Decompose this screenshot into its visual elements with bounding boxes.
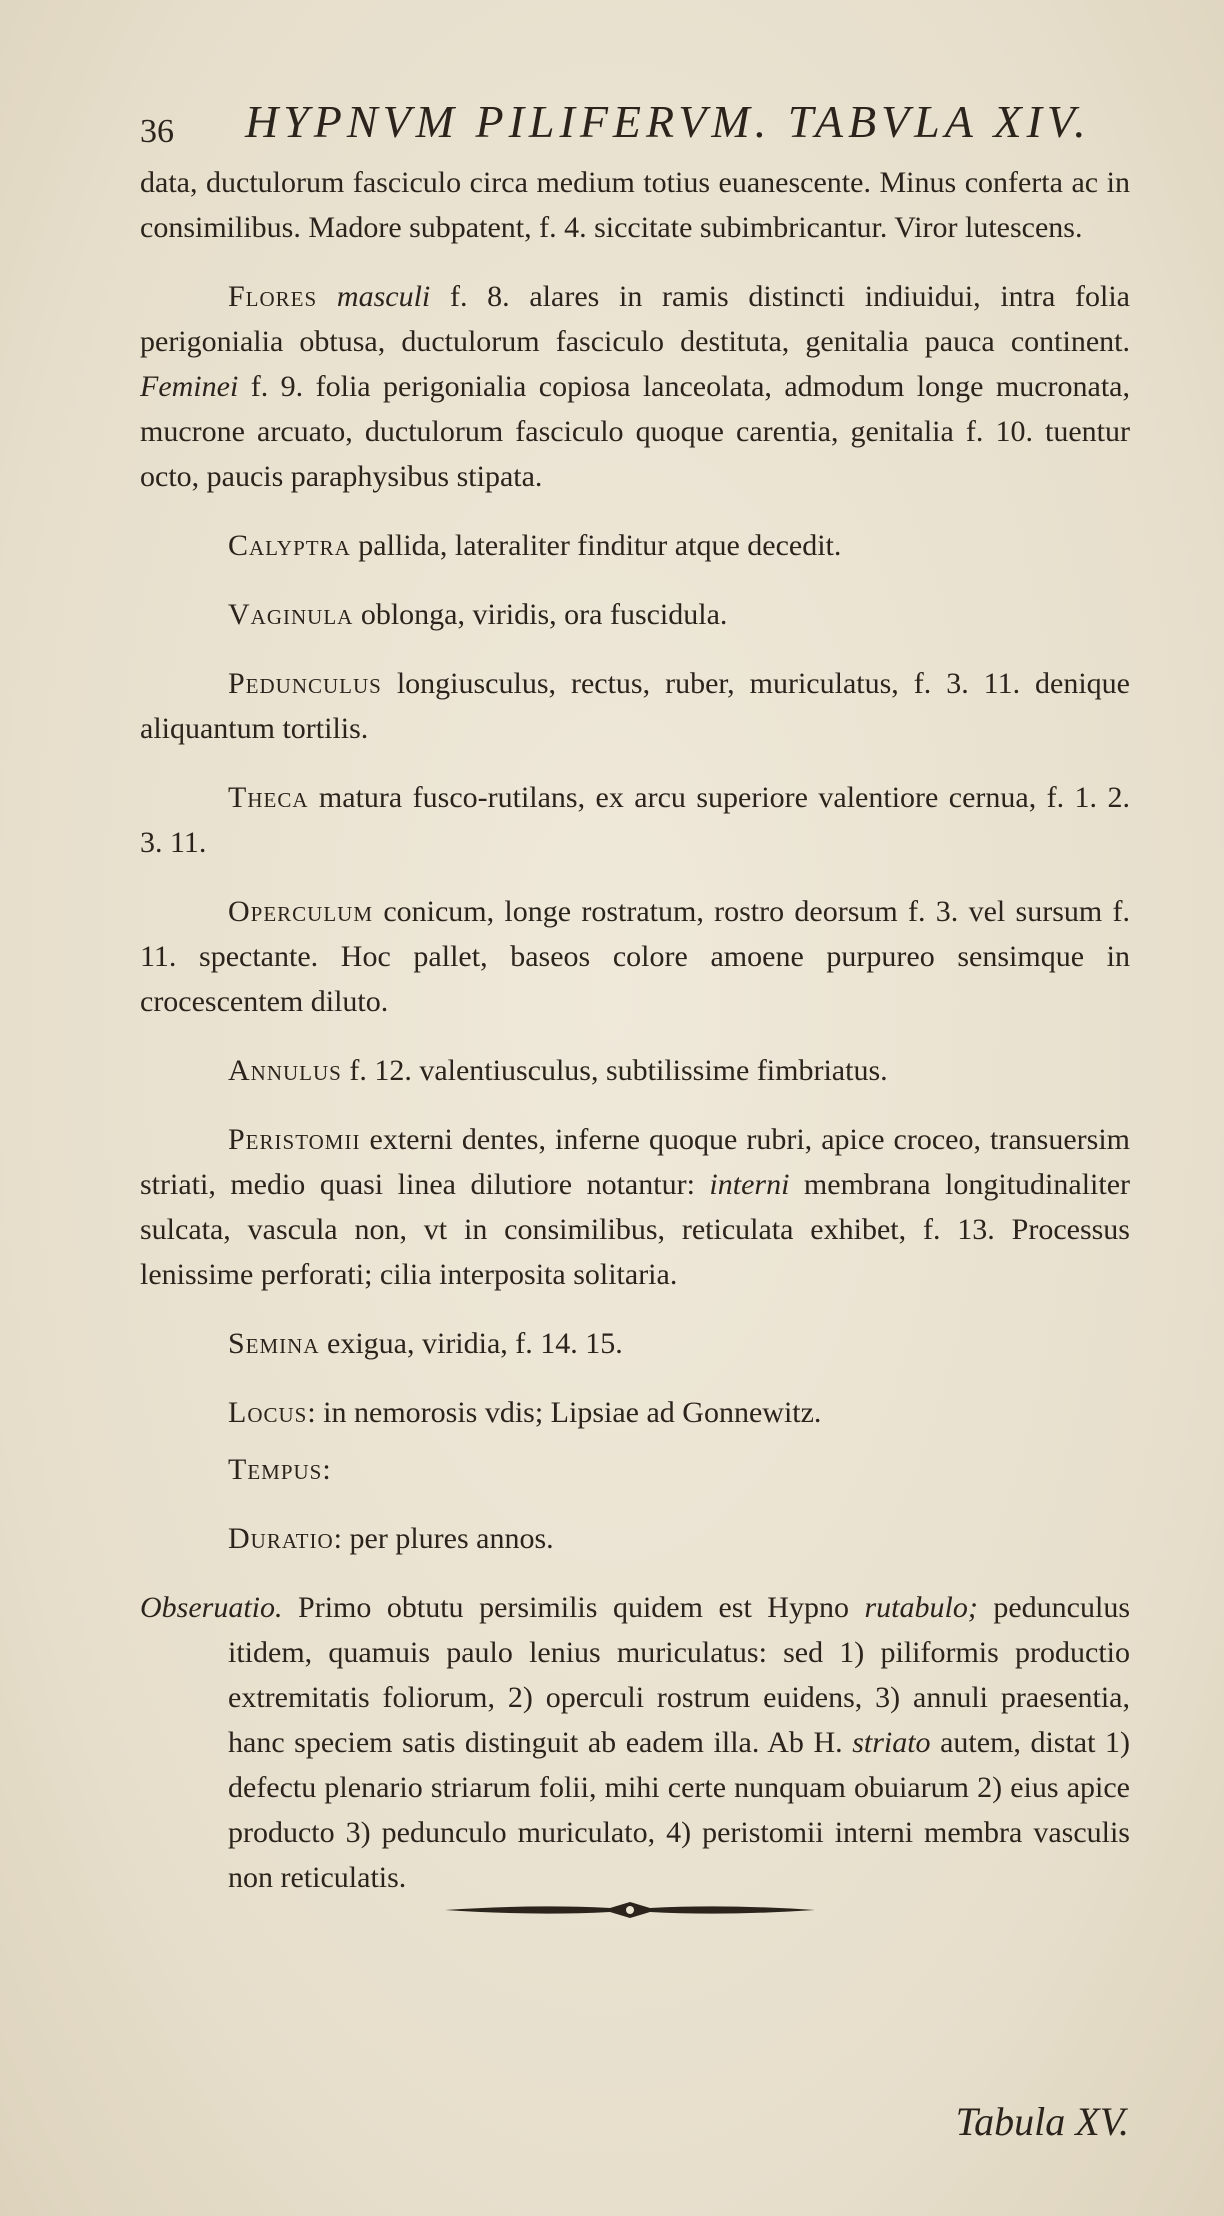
paragraph-folia-continued: data, ductulorum fasciculo circa medium totius euanescente. Minus conferta ac in consimilibus. Madore subpatent, f. 4. siccitate subimbricantur. Viror lutescens. <box>140 166 1130 244</box>
page-number: 36 <box>140 113 174 150</box>
obs-text-1: Primo obtutu persimilis quidem est Hypno <box>282 1591 865 1624</box>
tempus-text: : <box>322 1453 331 1486</box>
paragraph-tempus <box>140 1447 1130 1492</box>
duratio-text: : per plures annos. <box>333 1522 554 1555</box>
paragraph-locus <box>140 1390 1130 1435</box>
flores-text-1: f. 8. alares in ramis distincti indiuidui, intra folia perigonialia obtusa, ductulorum fasciculo destituta, genitalia pauca continent. <box>140 280 1130 358</box>
term-masculi: masculi <box>336 280 431 313</box>
term-semina: Semina <box>228 1327 320 1360</box>
peristomii-text-2: membrana longitudinaliter sulcata, vascula non, vt in consimilibus, reticulata exhibet, f. 13. Processus lenissime perforati; cilia interposita solitaria. <box>140 1168 1131 1291</box>
term-pedunculus: Pedunculus <box>228 667 382 700</box>
ornament-rule <box>440 1890 820 1930</box>
paragraph-vaginula <box>140 592 1130 637</box>
running-title: HYPNVM PILIFERVM. TABVLA XIV. <box>245 96 1091 147</box>
page-header <box>140 95 1130 155</box>
vaginula-text: oblonga, viridis, ora fuscidula. <box>353 598 728 631</box>
term-rutabulo: rutabulo; <box>864 1591 978 1624</box>
pedunculus-text: longiusculus, rectus, ruber, muriculatus, f. 3. 11. denique aliquantum tortilis. <box>140 667 1130 745</box>
paragraph-peristomium <box>140 1117 1130 1297</box>
term-vaginula: Vaginula <box>228 598 354 631</box>
paragraph-annulus <box>140 1048 1130 1093</box>
paragraph-theca <box>140 775 1130 865</box>
term-obseruatio: Obseruatio. <box>140 1591 283 1624</box>
catchword: Tabula XV. <box>955 2099 1129 2144</box>
main-text <box>140 160 1130 1900</box>
term-annulus: Annulus <box>228 1054 342 1087</box>
annulus-text: f. 12. valentiusculus, subtilissime fimbriatus. <box>341 1054 888 1087</box>
term-operculum: Operculum <box>228 895 374 928</box>
term-interni: interni <box>709 1168 790 1201</box>
obs-text-3: autem, distat 1) defectu plenario striarum folii, mihi certe nunquam obuiarum 2) eius apice producto 3) pedunculo muriculato, 4) peristomii interni membra vasculis non reticulatis. <box>228 1726 1130 1894</box>
term-duratio: Duratio <box>228 1522 334 1555</box>
calyptra-text: pallida, lateraliter finditur atque decedit. <box>350 529 842 562</box>
semina-text: exigua, viridia, f. 14. 15. <box>319 1327 623 1360</box>
paragraph-operculum <box>140 889 1130 1024</box>
paragraph-duratio <box>140 1516 1130 1561</box>
term-tempus: Tempus <box>228 1453 323 1486</box>
term-theca: Theca <box>228 781 309 814</box>
paragraph-obseruatio <box>140 1585 1130 1900</box>
term-locus: Locus <box>228 1396 308 1429</box>
obs-text-2: pedunculus itidem, quamuis paulo lenius muriculatus: sed 1) piliformis productio extremitatis foliorum, 2) operculi rostrum euidens, 3) annuli praesentia, hanc speciem satis distinguit ab eadem illa. Ab H. <box>228 1591 1130 1759</box>
term-striato: striato <box>852 1726 931 1759</box>
locus-text: : in nemorosis vdis; Lipsiae ad Gonnewitz. <box>307 1396 822 1429</box>
paragraph-calyptra <box>140 523 1130 568</box>
paragraph-semina <box>140 1321 1130 1366</box>
peristomii-text-1: externi dentes, inferne quoque rubri, apice croceo, transuersim striati, medio quasi linea dilutiore notantur: <box>140 1123 1130 1201</box>
operculum-text: conicum, longe rostratum, rostro deorsum f. 3. vel sursum f. 11. spectante. Hoc pallet, baseos colore amoene purpureo sensimque in crocescentem diluto. <box>140 895 1130 1018</box>
term-flores: Flores <box>228 280 318 313</box>
term-peristomii: Peristomii <box>228 1123 361 1156</box>
term-calyptra: Calyptra <box>228 529 351 562</box>
paragraph-pedunculus <box>140 661 1130 751</box>
theca-text: matura fusco-rutilans, ex arcu superiore valentiore cernua, f. 1. 2. 3. 11. <box>140 781 1130 859</box>
flores-text-2: f. 9. folia perigonialia copiosa lanceolata, admodum longe mucronata, mucrone arcuato, ductulorum fasciculo quoque carentia, genitalia f. 10. tuentur octo, paucis paraphysibus stipata. <box>140 370 1130 493</box>
paragraph-flores <box>140 274 1130 499</box>
term-feminei: Feminei <box>140 370 239 403</box>
